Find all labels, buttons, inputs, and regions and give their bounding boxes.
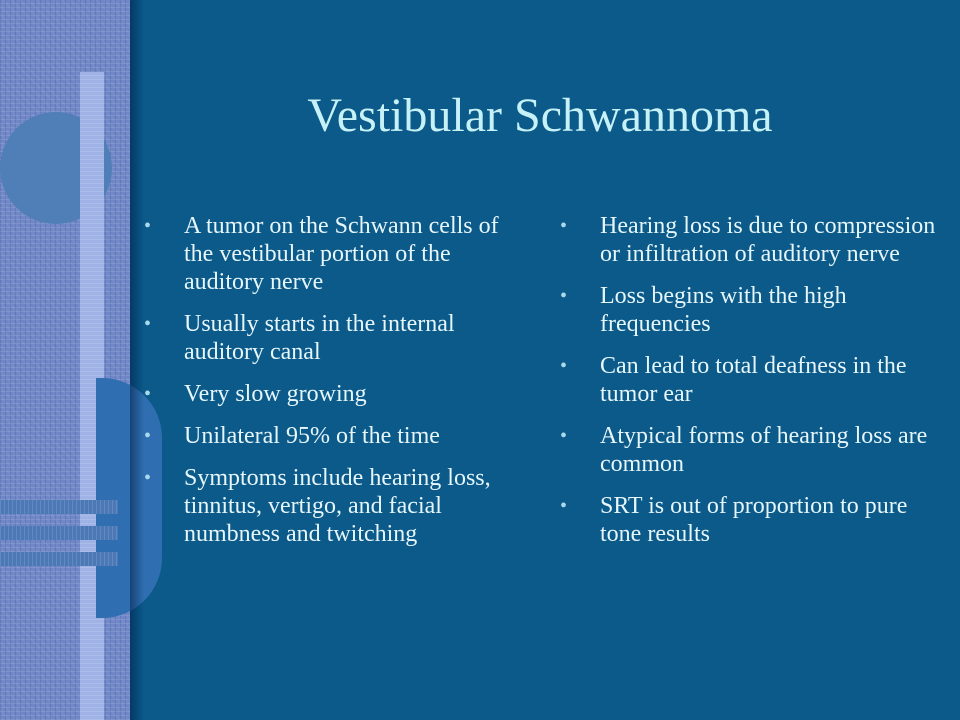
bullet-item <box>560 422 940 478</box>
bullet-text: Loss begins with the high frequencies <box>600 283 847 337</box>
bullet-icon: • <box>560 495 568 517</box>
bullet-item <box>560 352 940 408</box>
bullet-text: Very slow growing <box>184 381 367 407</box>
bullet-item <box>560 282 940 338</box>
bullet-icon: • <box>144 383 152 405</box>
right-bullet-list <box>560 212 940 562</box>
bullet-icon: • <box>144 467 152 489</box>
bullet-icon: • <box>560 355 568 377</box>
bullet-item <box>144 380 520 408</box>
bullet-item <box>144 310 520 366</box>
bullet-icon: • <box>144 313 152 335</box>
left-bullet-list <box>144 212 520 562</box>
slide-title: Vestibular Schwannoma <box>307 89 773 142</box>
bullet-text: Can lead to total deafness in the tumor ear <box>600 353 907 407</box>
bullet-text: Symptoms include hearing loss, tinnitus, vertigo, and facial numbness and twitching <box>184 465 491 547</box>
bullet-text: Usually starts in the internal auditory canal <box>184 311 455 365</box>
bullet-icon: • <box>144 215 152 237</box>
decorative-stripe <box>0 526 118 540</box>
bullet-item <box>144 212 520 296</box>
bullet-icon: • <box>560 215 568 237</box>
bullet-item <box>144 422 520 450</box>
bullet-text: Atypical forms of hearing loss are common <box>600 423 928 477</box>
bullet-icon: • <box>560 285 568 307</box>
bullet-item <box>144 464 520 548</box>
bullet-text: SRT is out of proportion to pure tone results <box>600 493 908 547</box>
decorative-stripe <box>0 552 118 566</box>
bullet-icon: • <box>560 425 568 447</box>
panel-edge-shadow <box>130 0 144 720</box>
bullet-item <box>560 492 940 548</box>
bullet-text: A tumor on the Schwann cells of the vestibular portion of the auditory nerve <box>184 213 499 295</box>
bullet-text: Unilateral 95% of the time <box>184 423 440 449</box>
bullet-icon: • <box>144 425 152 447</box>
bullet-text: Hearing loss is due to compression or infiltration of auditory nerve <box>600 213 936 267</box>
bullet-item <box>560 212 940 268</box>
decorative-stripe <box>0 500 118 514</box>
